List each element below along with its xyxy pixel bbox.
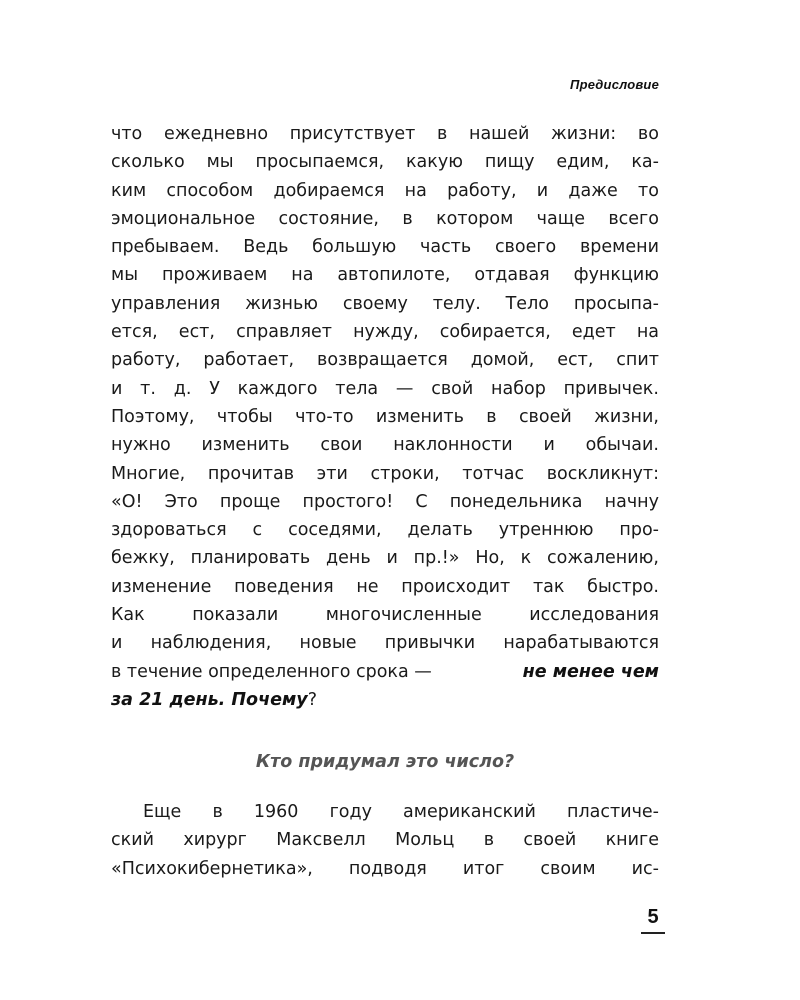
word: д. <box>173 378 192 399</box>
word: возвращается <box>317 350 448 371</box>
text-line-emphasis <box>111 658 659 686</box>
word: во <box>637 124 659 144</box>
word: в <box>486 406 497 427</box>
word: изменить <box>375 406 464 427</box>
word: день <box>326 548 371 569</box>
paragraph-1 <box>111 120 659 714</box>
word: ежедневно <box>163 124 269 144</box>
word: наблюдения, <box>150 633 272 654</box>
word: жизни, <box>594 406 659 427</box>
word: отдавая <box>474 265 550 286</box>
text-line <box>111 177 659 205</box>
word: автопилоте, <box>337 265 451 286</box>
word: воскликнут: <box>546 463 659 484</box>
word: начну <box>604 491 659 512</box>
word: простого! <box>302 491 394 512</box>
word: проживаем <box>161 265 268 286</box>
word: проще <box>219 491 281 512</box>
word: своей <box>523 830 577 851</box>
word: в <box>436 124 448 144</box>
text-line <box>111 375 659 403</box>
word: свой <box>431 378 474 399</box>
question-mark: ? <box>307 689 317 710</box>
word: Тело <box>505 293 549 314</box>
word: привычки <box>384 633 476 654</box>
word: «Психокибернетика», <box>111 858 313 879</box>
emphasis-text: за 21 день. Почему <box>111 689 308 710</box>
word: способом <box>166 180 254 201</box>
text-line <box>111 120 659 148</box>
text-line <box>111 148 659 176</box>
text-line <box>111 798 659 826</box>
running-header: Предисловие <box>570 77 659 92</box>
word: пр.!» <box>413 548 460 569</box>
word: и <box>386 548 398 569</box>
word: своей <box>518 406 572 427</box>
word: нашей <box>469 124 530 144</box>
word: управления <box>111 293 221 314</box>
line-text: в течение определенного срока — <box>111 661 432 682</box>
word: поведения <box>234 576 334 597</box>
word: изменение <box>111 576 212 597</box>
word: про- <box>619 520 659 541</box>
word: своим <box>540 858 596 879</box>
word: Это <box>164 491 198 512</box>
word: У <box>209 378 220 399</box>
word: т. <box>140 378 156 399</box>
text-line <box>111 516 659 544</box>
text-line <box>111 573 659 601</box>
word: каждого <box>237 378 318 399</box>
word: чтобы <box>216 406 273 427</box>
word: на <box>291 265 314 286</box>
text-line <box>111 346 659 374</box>
word: тела <box>335 378 379 399</box>
emphasis-text: не менее чем <box>522 661 659 682</box>
word: Как <box>111 605 145 626</box>
word: своему <box>342 293 408 314</box>
text-line <box>111 488 659 516</box>
word: году <box>329 802 372 822</box>
word: пищу <box>484 152 535 173</box>
word: делать <box>407 520 473 541</box>
word: соседями, <box>288 520 382 541</box>
word: просыпаемся, <box>255 152 385 173</box>
page-number: 5 <box>641 906 665 934</box>
word: всего <box>608 208 659 229</box>
word: так <box>532 576 565 597</box>
word: итог <box>462 858 505 879</box>
word: то <box>638 180 659 201</box>
word: эти <box>316 463 348 484</box>
text-line <box>111 855 659 883</box>
word: в <box>212 802 223 822</box>
word: к <box>520 548 532 569</box>
word: состояние, <box>278 208 379 229</box>
word: пластиче- <box>567 802 659 822</box>
word: справляет <box>236 322 332 343</box>
word: работу, <box>447 180 517 201</box>
text-line <box>111 205 659 233</box>
text-line <box>111 261 659 289</box>
text-line <box>111 629 659 657</box>
text-line <box>111 544 659 572</box>
word: Поэтому, <box>111 406 195 427</box>
word: — <box>395 378 414 399</box>
text-line-last <box>111 686 659 714</box>
text-line <box>111 601 659 629</box>
word: 1960 <box>253 802 299 822</box>
word: функцию <box>573 265 659 286</box>
word: утреннюю <box>498 520 594 541</box>
word: многочисленные <box>325 605 482 626</box>
word: ский <box>111 830 154 851</box>
word: новые <box>299 633 357 654</box>
text-line <box>111 403 659 431</box>
word: Ведь <box>243 237 289 258</box>
word: едет <box>571 322 616 343</box>
text-line <box>111 431 659 459</box>
word: не <box>356 576 379 597</box>
word: «О! <box>111 491 143 512</box>
text-line <box>111 318 659 346</box>
word: подводя <box>348 858 427 879</box>
word: и <box>111 633 123 654</box>
word: Но, <box>475 548 505 569</box>
word: собирается, <box>439 322 551 343</box>
word: ест, <box>178 322 215 343</box>
text-line <box>111 290 659 318</box>
word: мы <box>111 265 139 286</box>
word: какую <box>405 152 463 173</box>
word: бежку, <box>111 548 175 569</box>
word: своего <box>494 237 557 258</box>
word: присутствует <box>289 124 416 144</box>
word: американский <box>403 802 536 822</box>
word: книге <box>605 830 659 851</box>
word: хирург <box>183 830 247 851</box>
word: ка- <box>631 152 659 173</box>
word: тотчас <box>462 463 525 484</box>
word: планировать <box>190 548 311 569</box>
section-heading: Кто придумал это число? <box>255 752 515 772</box>
word: сожалению, <box>547 548 659 569</box>
word: на <box>636 322 659 343</box>
word: ис- <box>631 858 659 879</box>
word: ется, <box>111 322 158 343</box>
word: телу. <box>432 293 481 314</box>
word: строки, <box>370 463 440 484</box>
word: привычек. <box>563 378 659 399</box>
word: в <box>483 830 495 851</box>
word: и <box>111 378 123 399</box>
word: здороваться <box>111 520 227 541</box>
word: показали <box>192 605 279 626</box>
word: свои <box>320 435 363 456</box>
word: обычаи. <box>585 435 659 456</box>
word: едим, <box>556 152 610 173</box>
word: пребываем. <box>111 237 220 258</box>
word: в <box>402 208 413 229</box>
word: чаще <box>536 208 585 229</box>
text-line <box>111 826 659 854</box>
word: домой, <box>470 350 535 371</box>
word: жизнью <box>245 293 319 314</box>
word: исследования <box>529 605 659 626</box>
word: быстро. <box>587 576 659 597</box>
word: что-то <box>295 406 354 427</box>
text-line <box>111 233 659 261</box>
word: С <box>415 491 428 512</box>
word: времени <box>579 237 659 258</box>
word: котором <box>436 208 514 229</box>
word: нужно <box>111 435 171 456</box>
word: набор <box>491 378 546 399</box>
word: прочитав <box>207 463 295 484</box>
word: ким <box>111 180 147 201</box>
word: эмоциональное <box>111 208 256 229</box>
word: работу, <box>111 350 181 371</box>
word: ест, <box>557 350 594 371</box>
word: просыпа- <box>573 293 659 314</box>
word: на <box>404 180 427 201</box>
word: даже <box>568 180 618 201</box>
word: Мольц <box>395 830 455 851</box>
word: сколько <box>111 152 185 173</box>
word: добираемся <box>273 180 385 201</box>
word: что <box>111 124 143 144</box>
word: изменить <box>201 435 290 456</box>
word: жизни: <box>551 124 617 144</box>
word: происходит <box>401 576 511 597</box>
word: большую <box>312 237 397 258</box>
word: мы <box>206 152 234 173</box>
word: Максвелл <box>276 830 366 851</box>
word: Многие, <box>111 463 186 484</box>
word: работает, <box>203 350 295 371</box>
word: часть <box>420 237 472 258</box>
text-line <box>111 460 659 488</box>
word: нарабатываются <box>503 633 659 654</box>
word: и <box>543 435 555 456</box>
word: понедельника <box>449 491 583 512</box>
word: и <box>536 180 549 201</box>
word: спит <box>616 350 659 371</box>
paragraph-2 <box>111 798 659 883</box>
word: Еще <box>143 802 182 822</box>
word: с <box>252 520 263 541</box>
word: наклонности <box>393 435 513 456</box>
word: нужду, <box>353 322 419 343</box>
